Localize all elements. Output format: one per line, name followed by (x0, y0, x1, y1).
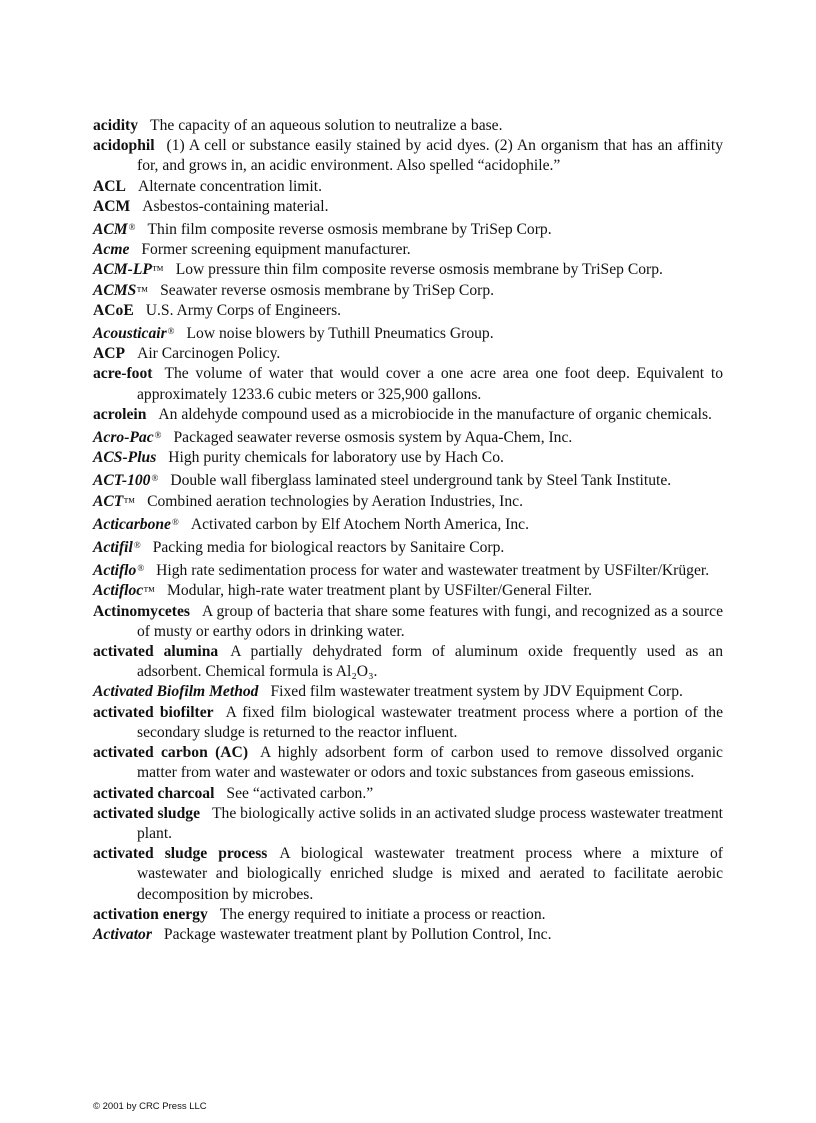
glossary-entry (93, 425, 723, 448)
registered-symbol: ® (151, 473, 159, 484)
entry-definition: Asbestos-containing material. (142, 197, 329, 215)
entry-definition: Packaged seawater reverse osmosis system by Aqua-Chem, Inc. (173, 429, 573, 447)
glossary-entry (93, 581, 723, 601)
glossary-entry (93, 492, 723, 512)
entry-definition: Package wastewater treatment plant by Pollution Control, Inc. (163, 925, 552, 943)
entry-term: activated sludge (93, 804, 200, 822)
entry-term: ACM-LP (93, 261, 152, 279)
entry-term: Activator (93, 925, 152, 943)
entry-term: acrolein (93, 405, 147, 423)
entry-definition: Former screening equipment manufacturer. (141, 241, 411, 259)
glossary-entry (93, 281, 723, 301)
glossary-entries (93, 116, 723, 945)
entry-definition: High rate sedimentation process for water and wastewater treatment by USFilter/Krüger. (156, 562, 710, 580)
registered-symbol: ® (167, 326, 175, 337)
entry-definition: High purity chemicals for laboratory use by Hach Co. (168, 449, 504, 467)
glossary-entry (93, 344, 723, 364)
entry-term: Acticarbone (93, 515, 171, 533)
glossary-entry (93, 558, 723, 581)
glossary-entry (93, 905, 723, 925)
trademark-symbol: ™ (151, 263, 164, 278)
entry-definition: The capacity of an aqueous solution to neutralize a base. (150, 117, 503, 134)
glossary-entry (93, 260, 723, 280)
glossary-entry (93, 136, 723, 176)
glossary-entry (93, 682, 723, 702)
glossary-entry (93, 468, 723, 491)
entry-term: Acro-Pac (93, 429, 154, 447)
glossary-entry (93, 240, 723, 260)
entry-term: ACS-Plus (93, 449, 157, 467)
entry-term: ACM (93, 221, 128, 239)
entry-definition: Modular, high-rate water treatment plant by USFilter/General Filter. (167, 582, 593, 600)
registered-symbol: ® (137, 563, 145, 574)
entry-term: ACT (93, 492, 124, 510)
glossary-entry (93, 703, 723, 743)
entry-definition: U.S. Army Corps of Engineers. (145, 301, 342, 319)
glossary-entry (93, 321, 723, 344)
entry-definition: Activated carbon by Elf Atochem North America, Inc. (190, 515, 529, 533)
entry-term: ACT-100 (93, 472, 151, 490)
entry-definition: A fixed film biological wastewater treatment process where a portion of the secondary sludge is returned to the reactor influent. (137, 703, 723, 741)
entry-term: Actiflo (93, 562, 137, 580)
entry-definition: Combined aeration technologies by Aeration Industries, Inc. (147, 492, 523, 510)
entry-definition: A group of bacteria that share some features with fungi, and recognized as a source of musty or earthy odors in drinking water. (137, 602, 723, 640)
entry-definition: (1) A cell or substance easily stained by acid dyes. (2) An organism that has an affinity for, and grows in, an acidic environment. Also spelled “acidophile.” (137, 137, 723, 175)
entry-definition: Low pressure thin film composite reverse osmosis membrane by TriSep Corp. (175, 261, 663, 279)
entry-term: ACMS (93, 281, 137, 299)
entry-term: Actinomycetes (93, 602, 190, 620)
entry-definition: A biological wastewater treatment process where a mixture of wastewater and biologically enriched sludge is mixed and aerated to facilitate aerobic decomposition by microbes. (137, 845, 724, 903)
entry-term: acidophil (93, 137, 155, 155)
entry-term: ACL (93, 177, 126, 195)
trademark-symbol: ™ (123, 494, 136, 509)
entry-definition: Thin film composite reverse osmosis membrane by TriSep Corp. (147, 221, 552, 239)
entry-definition: Seawater reverse osmosis membrane by TriSep Corp. (160, 281, 495, 299)
entry-term: ACP (93, 345, 126, 363)
entry-definition: The energy required to initiate a process or reaction. (219, 905, 546, 923)
glossary-entry (93, 177, 723, 197)
registered-symbol: ® (128, 222, 136, 233)
glossary-entry (93, 405, 723, 425)
glossary-entry (93, 301, 723, 321)
entry-definition: Low noise blowers by Tuthill Pneumatics Group. (186, 325, 494, 343)
glossary-entry (93, 925, 723, 945)
entry-definition: A highly adsorbent form of carbon used to remove dissolved organic matter from water and wastewater or odors and toxic substances from gaseous emissions. (137, 744, 723, 782)
entry-definition: Double wall fiberglass laminated steel underground tank by Steel Tank Institute. (170, 472, 672, 490)
glossary-entry (93, 116, 723, 136)
entry-definition: An aldehyde compound used as a microbiocide in the manufacture of organic chemicals. (158, 405, 712, 423)
glossary-entry (93, 602, 723, 642)
entry-term: acidity (93, 117, 139, 134)
entry-term: Activated Biofilm Method (93, 683, 259, 701)
entry-definition: Packing media for biological reactors by Sanitaire Corp. (152, 539, 505, 557)
entry-term: ACoE (93, 301, 134, 319)
entry-definition: Alternate concentration limit. (137, 177, 322, 195)
glossary-entry (93, 217, 723, 240)
entry-definition: A partially dehydrated form of aluminum oxide frequently used as an adsorbent. Chemical formula is Al₂O₃. (137, 643, 723, 681)
glossary-entry (93, 364, 723, 404)
entry-definition: The volume of water that would cover a one acre area one foot deep. Equivalent to approximately 1233.6 cubic meters or 325,900 gallons. (137, 365, 723, 403)
entry-definition: Air Carcinogen Policy. (137, 345, 281, 363)
entry-term: Acme (93, 241, 130, 259)
entry-term: Acousticair (93, 325, 167, 343)
entry-term: activated charcoal (93, 784, 215, 802)
registered-symbol: ® (154, 430, 162, 441)
copyright-footer: © 2001 by CRC Press LLC (93, 1101, 207, 1112)
entry-definition: The biologically active solids in an activated sludge process wastewater treatment plant. (137, 804, 723, 842)
entry-term: activated sludge process (93, 845, 268, 863)
glossary-entry (93, 642, 723, 682)
registered-symbol: ® (133, 540, 141, 551)
entry-term: Actifil (93, 539, 133, 557)
entry-term: activated carbon (AC) (93, 744, 249, 762)
glossary-entry (93, 844, 723, 905)
entry-term: activation energy (93, 905, 208, 923)
glossary-entry (93, 804, 723, 844)
trademark-symbol: ™ (143, 584, 155, 599)
entry-term: Actifloc (93, 582, 144, 600)
glossary-entry (93, 743, 723, 783)
entry-term: activated biofilter (93, 703, 214, 721)
glossary-entry (93, 535, 723, 558)
glossary-entry (93, 784, 723, 804)
entry-term: ACM (93, 197, 131, 215)
entry-definition: See “activated carbon.” (226, 784, 374, 802)
registered-symbol: ® (171, 516, 179, 527)
trademark-symbol: ™ (136, 283, 149, 298)
entry-definition: Fixed film wastewater treatment system by JDV Equipment Corp. (270, 683, 683, 701)
entry-term: acre-foot (93, 365, 153, 383)
entry-term: activated alumina (93, 643, 219, 661)
glossary-entry (93, 197, 723, 217)
glossary-entry (93, 512, 723, 535)
glossary-entry (93, 448, 723, 468)
